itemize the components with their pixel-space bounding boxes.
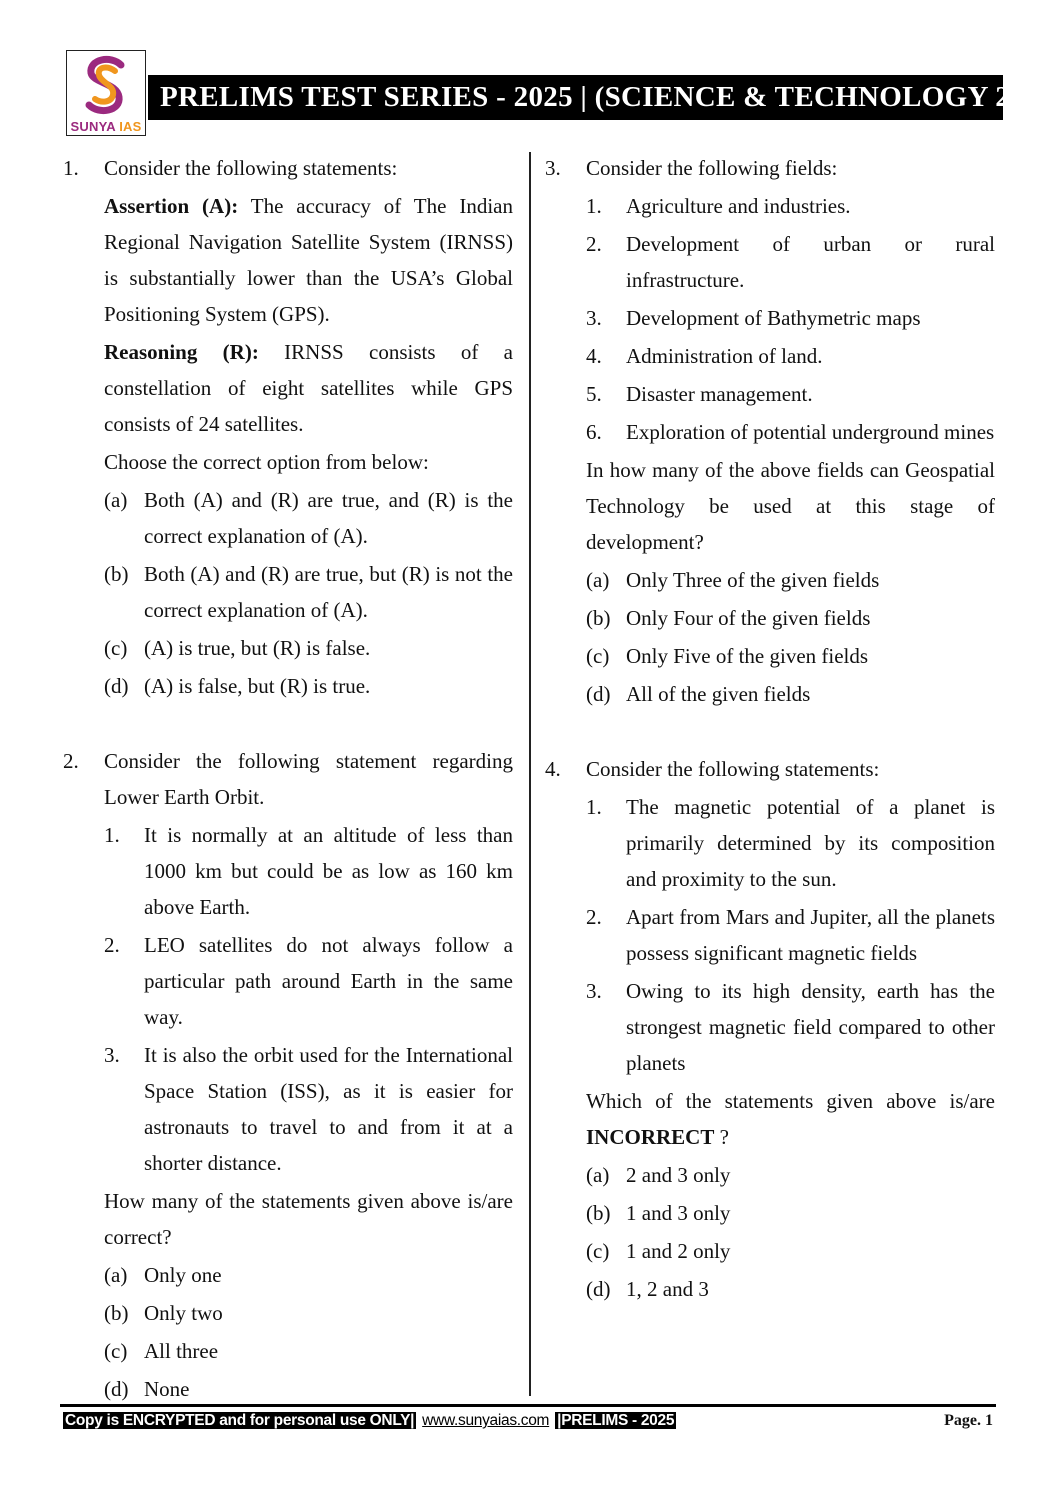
answer-option xyxy=(586,1157,995,1193)
option-text: 1 and 2 only xyxy=(626,1239,731,1263)
text-span: Consider the following statements: xyxy=(586,757,880,781)
option-text: Only Five of the given fields xyxy=(626,644,869,668)
left-column xyxy=(63,150,513,1446)
statement-text: The magnetic potential of a planet is primarily determined by its composition and proximity to the sun. xyxy=(626,795,995,891)
statement-item xyxy=(586,338,995,374)
text-span: In how many of the above fields can Geospatial Technology be used at this stage of development? xyxy=(586,458,995,554)
question-3 xyxy=(545,150,995,712)
option-text: (A) is false, but (R) is true. xyxy=(144,674,371,698)
bold-text: Assertion (A): xyxy=(104,194,239,218)
option-text: Only Three of the given fields xyxy=(626,568,880,592)
page-number: Page. 1 xyxy=(944,1412,993,1429)
answer-option xyxy=(104,1333,513,1369)
statement-item xyxy=(104,1037,513,1181)
option-label: (c) xyxy=(586,644,610,668)
statement-text: Owing to its high density, earth has the strongest magnetic field compared to other planets xyxy=(626,979,995,1075)
option-label: (d) xyxy=(586,1277,611,1301)
option-label: (d) xyxy=(586,682,611,706)
statement-item xyxy=(104,817,513,925)
statement-item xyxy=(104,927,513,1035)
answer-option xyxy=(586,1195,995,1231)
statement-number: 5. xyxy=(586,382,602,406)
option-text: All three xyxy=(144,1339,219,1363)
question-text xyxy=(586,150,995,186)
logo-s-icon xyxy=(81,55,131,117)
question-number: 1. xyxy=(63,156,79,180)
statement-number: 3. xyxy=(586,306,602,330)
question-text xyxy=(104,1183,513,1255)
question-text xyxy=(586,452,995,560)
statement-text: Disaster management. xyxy=(626,382,813,406)
statement-item xyxy=(586,789,995,897)
statement-number: 2. xyxy=(586,905,602,929)
right-column xyxy=(545,150,995,1346)
option-label: (c) xyxy=(104,1339,128,1363)
statement-text: Apart from Mars and Jupiter, all the planets possess significant magnetic fields xyxy=(626,905,995,965)
option-label: (d) xyxy=(104,1377,129,1401)
statement-number: 2. xyxy=(104,933,120,957)
statement-item xyxy=(586,188,995,224)
option-text: Both (A) and (R) are true, but (R) is not the correct explanation of (A). xyxy=(144,562,513,622)
statement-text: Agriculture and industries. xyxy=(626,194,851,218)
option-text: 2 and 3 only xyxy=(626,1163,731,1187)
option-label: (b) xyxy=(104,562,129,586)
text-span: Which of the statements given above is/are xyxy=(586,1089,995,1113)
statement-item xyxy=(586,414,995,450)
answer-option xyxy=(586,676,995,712)
statement-text: It is normally at an altitude of less than 1000 km but could be as low as 160 km above Earth. xyxy=(144,823,513,919)
text-span: Consider the following statement regarding Lower Earth Orbit. xyxy=(104,749,513,809)
answer-option xyxy=(586,1271,995,1307)
statement-text: Development of urban or rural infrastructure. xyxy=(626,232,995,292)
text-span: IRNSS consists of a constellation of eight satellites while GPS consists of 24 satellites. xyxy=(104,340,513,436)
option-label: (b) xyxy=(104,1301,129,1325)
option-text: (A) is true, but (R) is false. xyxy=(144,636,371,660)
statement-text: Development of Bathymetric maps xyxy=(626,306,921,330)
option-label: (a) xyxy=(104,488,128,512)
statement-item xyxy=(586,899,995,971)
footer-rule xyxy=(60,1404,996,1407)
option-label: (a) xyxy=(586,568,610,592)
statement-number: 1. xyxy=(104,823,120,847)
option-label: (a) xyxy=(104,1263,128,1287)
bold-text: Reasoning (R): xyxy=(104,340,259,364)
statement-number: 1. xyxy=(586,194,602,218)
logo-text xyxy=(67,119,145,134)
statement-number: 3. xyxy=(104,1043,120,1067)
question-text xyxy=(104,444,513,480)
question-number: 4. xyxy=(545,757,561,781)
question-number: 3. xyxy=(545,156,561,180)
statement-number: 3. xyxy=(586,979,602,1003)
statement-text: Administration of land. xyxy=(626,344,823,368)
page-title: PRELIMS TEST SERIES - 2025 | (SCIENCE & TECHNOLOGY 2.0) xyxy=(148,75,1003,120)
question-text xyxy=(104,150,513,186)
footer-notice: Copy is ENCRYPTED and for personal use ONLY| xyxy=(65,1412,415,1429)
option-text: Both (A) and (R) are true, and (R) is the correct explanation of (A). xyxy=(144,488,513,548)
statement-item xyxy=(586,226,995,298)
option-label: (b) xyxy=(586,1201,611,1225)
question-text xyxy=(586,751,995,787)
answer-option xyxy=(586,600,995,636)
answer-option xyxy=(104,1371,513,1407)
option-text: Only one xyxy=(144,1263,222,1287)
statement-number: 1. xyxy=(586,795,602,819)
text-span: Choose the correct option from below: xyxy=(104,450,429,474)
question-text xyxy=(104,188,513,332)
bold-text: INCORRECT xyxy=(586,1125,715,1149)
question-2 xyxy=(63,743,513,1407)
question-1 xyxy=(63,150,513,704)
answer-option xyxy=(104,630,513,666)
question-text xyxy=(104,334,513,442)
text-span: How many of the statements given above is/are correct? xyxy=(104,1189,513,1249)
statement-item xyxy=(586,376,995,412)
question-text xyxy=(104,743,513,815)
logo-text-sunya: SUNYA xyxy=(70,119,116,134)
statement-text: LEO satellites do not always follow a particular path around Earth in the same way. xyxy=(144,933,513,1029)
option-text: 1 and 3 only xyxy=(626,1201,731,1225)
answer-option xyxy=(104,668,513,704)
logo-text-ias: IAS xyxy=(119,119,142,134)
option-text: All of the given fields xyxy=(626,682,811,706)
statement-number: 4. xyxy=(586,344,602,368)
statement-item xyxy=(586,300,995,336)
statement-item xyxy=(586,973,995,1081)
footer-website-link[interactable]: www.sunyaias.com xyxy=(422,1412,550,1429)
statement-text: Exploration of potential underground mines xyxy=(626,420,995,444)
option-label: (c) xyxy=(104,636,128,660)
answer-option xyxy=(104,1295,513,1331)
text-span: Consider the following statements: xyxy=(104,156,398,180)
statement-text: It is also the orbit used for the International Space Station (ISS), as it is easier for astronauts to travel to and from it at a shorter distance. xyxy=(144,1043,513,1175)
option-text: 1, 2 and 3 xyxy=(626,1277,709,1301)
sunya-ias-logo xyxy=(66,50,146,136)
column-divider xyxy=(529,152,531,1396)
footer xyxy=(63,1410,676,1432)
text-span: ? xyxy=(714,1125,729,1149)
question-4 xyxy=(545,751,995,1307)
answer-option xyxy=(586,1233,995,1269)
footer-series: |PRELIMS - 2025 xyxy=(557,1412,675,1429)
option-label: (b) xyxy=(586,606,611,630)
question-number: 2. xyxy=(63,749,79,773)
statement-number: 2. xyxy=(586,232,602,256)
answer-option xyxy=(104,1257,513,1293)
option-label: (d) xyxy=(104,674,129,698)
option-text: None xyxy=(144,1377,190,1401)
question-text xyxy=(586,1083,995,1155)
option-text: Only Four of the given fields xyxy=(626,606,871,630)
answer-option xyxy=(104,482,513,554)
answer-option xyxy=(586,638,995,674)
text-span: The accuracy of The Indian Regional Navigation Satellite System (IRNSS) is substantially lower than the USA’s Global Positioning System (GPS). xyxy=(104,194,514,326)
option-label: (c) xyxy=(586,1239,610,1263)
option-label: (a) xyxy=(586,1163,610,1187)
answer-option xyxy=(586,562,995,598)
text-span: Consider the following fields: xyxy=(586,156,838,180)
option-text: Only two xyxy=(144,1301,223,1325)
statement-number: 6. xyxy=(586,420,602,444)
answer-option xyxy=(104,556,513,628)
